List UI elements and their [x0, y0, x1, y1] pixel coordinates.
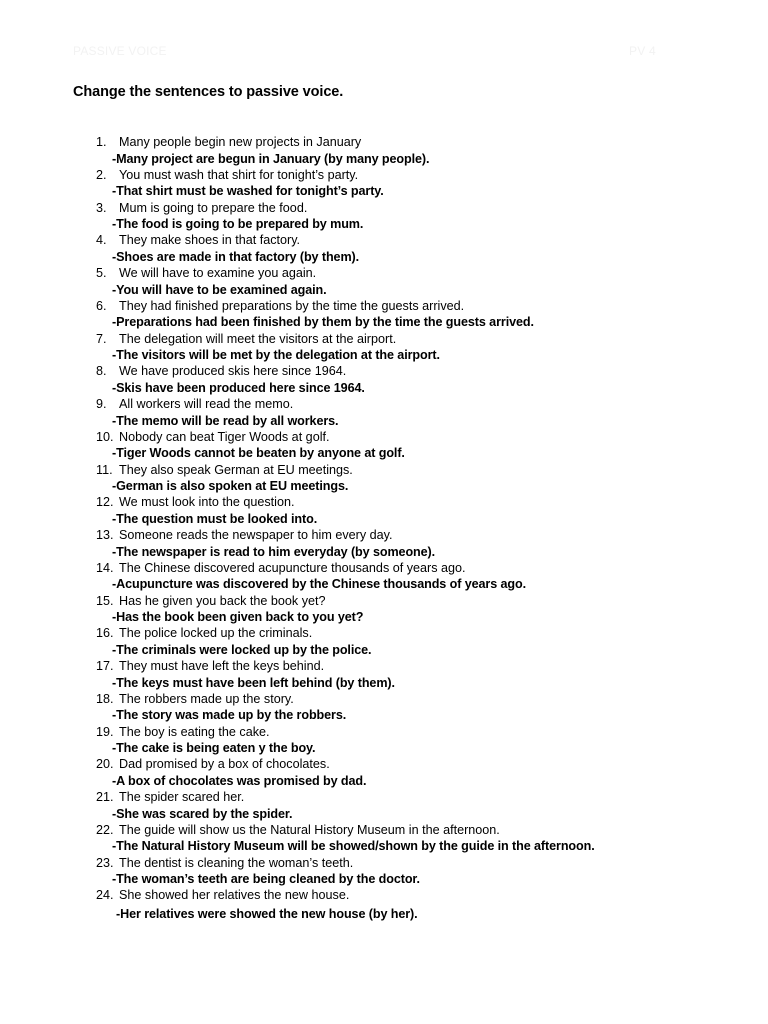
- exercise-item: [0, 690, 768, 723]
- exercise-item: [0, 886, 768, 922]
- exercise-sentence: The robbers made up the story.: [119, 691, 294, 706]
- exercise-sentence: They also speak German at EU meetings.: [119, 462, 353, 477]
- exercise-sentence: Many people begin new projects in January: [119, 135, 362, 149]
- exercise-number: 14.: [96, 560, 114, 575]
- exercise-item: [0, 723, 768, 756]
- exercise-answer: -The newspaper is read to him everyday (by someone).: [112, 544, 436, 559]
- exercise-item: [0, 526, 768, 559]
- exercise-answer: -The Natural History Museum will be showed/shown by the guide in the afternoon.: [112, 839, 595, 854]
- exercise-number: 11.: [96, 462, 113, 477]
- exercise-number: 22.: [96, 822, 114, 837]
- exercise-item: [0, 461, 768, 494]
- exercise-sentence: The police locked up the criminals.: [119, 626, 313, 641]
- exercise-item: [0, 493, 768, 526]
- exercise-sentence: Dad promised by a box of chocolates.: [119, 757, 330, 772]
- exercise-number: 4.: [96, 233, 107, 248]
- exercise-sentence: All workers will read the memo.: [119, 397, 294, 411]
- exercise-list: [0, 133, 768, 922]
- exercise-number: 7.: [96, 331, 107, 346]
- exercise-item: [0, 330, 768, 363]
- exercise-sentence: Someone reads the newspaper to him every day.: [119, 528, 393, 542]
- exercise-sentence: We have produced skis here since 1964.: [119, 364, 347, 379]
- exercise-answer: -Preparations had been finished by them by the time the guests arrived.: [112, 315, 534, 330]
- exercise-sentence: Mum is going to prepare the food.: [119, 200, 308, 215]
- exercise-answer: -The story was made up by the robbers.: [112, 708, 347, 723]
- exercise-item: [0, 854, 768, 887]
- exercise-item: [0, 395, 768, 428]
- exercise-answer: -She was scared by the spider.: [112, 806, 293, 821]
- exercise-item: [0, 362, 768, 395]
- exercise-number: 5.: [96, 266, 107, 280]
- exercise-answer: -The question must be looked into.: [112, 511, 318, 526]
- exercise-sentence: The delegation will meet the visitors at the airport.: [119, 331, 397, 346]
- exercise-item: [0, 199, 768, 232]
- exercise-answer: -The cake is being eaten y the boy.: [112, 741, 316, 755]
- exercise-answer: -The visitors will be met by the delegation at the airport.: [112, 348, 440, 362]
- exercise-item: [0, 755, 768, 788]
- exercise-sentence: We will have to examine you again.: [119, 266, 317, 280]
- exercise-number: 17.: [96, 659, 114, 673]
- exercise-item: [0, 231, 768, 264]
- exercise-answer: -That shirt must be washed for tonight’s party.: [112, 184, 384, 199]
- exercise-item: [0, 264, 768, 297]
- exercise-item: [0, 297, 768, 330]
- exercise-sentence: Nobody can beat Tiger Woods at golf.: [119, 429, 330, 444]
- exercise-number: 19.: [96, 724, 114, 739]
- exercise-sentence: She showed her relatives the new house.: [119, 888, 350, 903]
- exercise-item: [0, 821, 768, 854]
- exercise-sentence: The dentist is cleaning the woman’s teeth.: [119, 855, 354, 870]
- exercise-answer: -Acupuncture was discovered by the Chinese thousands of years ago.: [112, 577, 526, 592]
- page-header-right: PV 4: [629, 44, 656, 58]
- exercise-item: [0, 624, 768, 657]
- exercise-number: 3.: [96, 200, 107, 215]
- exercise-sentence: The spider scared her.: [119, 790, 245, 804]
- page-header-left: PASSIVE VOICE: [73, 44, 167, 58]
- exercise-number: 6.: [96, 298, 107, 313]
- exercise-sentence: The guide will show us the Natural History Museum in the afternoon.: [119, 822, 500, 837]
- exercise-answer: -Her relatives were showed the new house (by her).: [116, 907, 418, 922]
- exercise-number: 1.: [96, 135, 107, 149]
- exercise-number: 9.: [96, 397, 107, 411]
- exercise-item: [0, 559, 768, 592]
- exercise-item: [0, 166, 768, 199]
- exercise-number: 24.: [96, 888, 114, 903]
- exercise-number: 15.: [96, 593, 114, 608]
- exercise-sentence: The boy is eating the cake.: [119, 724, 270, 739]
- exercise-answer: -The memo will be read by all workers.: [112, 413, 339, 428]
- exercise-number: 23.: [96, 855, 114, 870]
- exercise-answer: -A box of chocolates was promised by dad.: [112, 773, 367, 788]
- exercise-number: 12.: [96, 495, 114, 510]
- exercise-number: 13.: [96, 528, 114, 542]
- exercise-answer: -The food is going to be prepared by mum.: [112, 217, 364, 231]
- exercise-item: [0, 133, 768, 166]
- exercise-answer: -The criminals were locked up by the police.: [112, 642, 372, 657]
- exercise-answer: -The woman’s teeth are being cleaned by the doctor.: [112, 872, 420, 886]
- exercise-answer: -Shoes are made in that factory (by them).: [112, 249, 360, 264]
- exercise-number: 10.: [96, 429, 114, 444]
- exercise-answer: -Many project are begun in January (by many people).: [112, 151, 430, 166]
- exercise-answer: -You will have to be examined again.: [112, 282, 327, 297]
- exercise-sentence: They had finished preparations by the time the guests arrived.: [119, 298, 465, 313]
- exercise-item: [0, 788, 768, 821]
- exercise-item: [0, 657, 768, 690]
- exercise-answer: -Skis have been produced here since 1964.: [112, 380, 365, 395]
- exercise-number: 21.: [96, 790, 114, 804]
- exercise-item: [0, 592, 768, 625]
- exercise-sentence: You must wash that shirt for tonight’s party.: [119, 167, 359, 182]
- exercise-answer: -The keys must have been left behind (by them).: [112, 675, 395, 690]
- exercise-sentence: They must have left the keys behind.: [119, 659, 325, 673]
- exercise-sentence: They make shoes in that factory.: [119, 233, 301, 248]
- exercise-sentence: The Chinese discovered acupuncture thousands of years ago.: [119, 560, 466, 575]
- exercise-number: 8.: [96, 364, 107, 379]
- exercise-number: 16.: [96, 626, 114, 641]
- exercise-number: 2.: [96, 167, 107, 182]
- exercise-number: 20.: [96, 757, 114, 772]
- exercise-sentence: We must look into the question.: [119, 495, 295, 510]
- exercise-number: 18.: [96, 691, 114, 706]
- exercise-answer: -Tiger Woods cannot be beaten by anyone at golf.: [112, 446, 405, 461]
- exercise-answer: -German is also spoken at EU meetings.: [112, 479, 349, 493]
- exercise-item: [0, 428, 768, 461]
- exercise-sentence: Has he given you back the book yet?: [119, 593, 326, 608]
- exercise-title: Change the sentences to passive voice.: [73, 84, 344, 100]
- exercise-answer: -Has the book been given back to you yet?: [112, 610, 364, 624]
